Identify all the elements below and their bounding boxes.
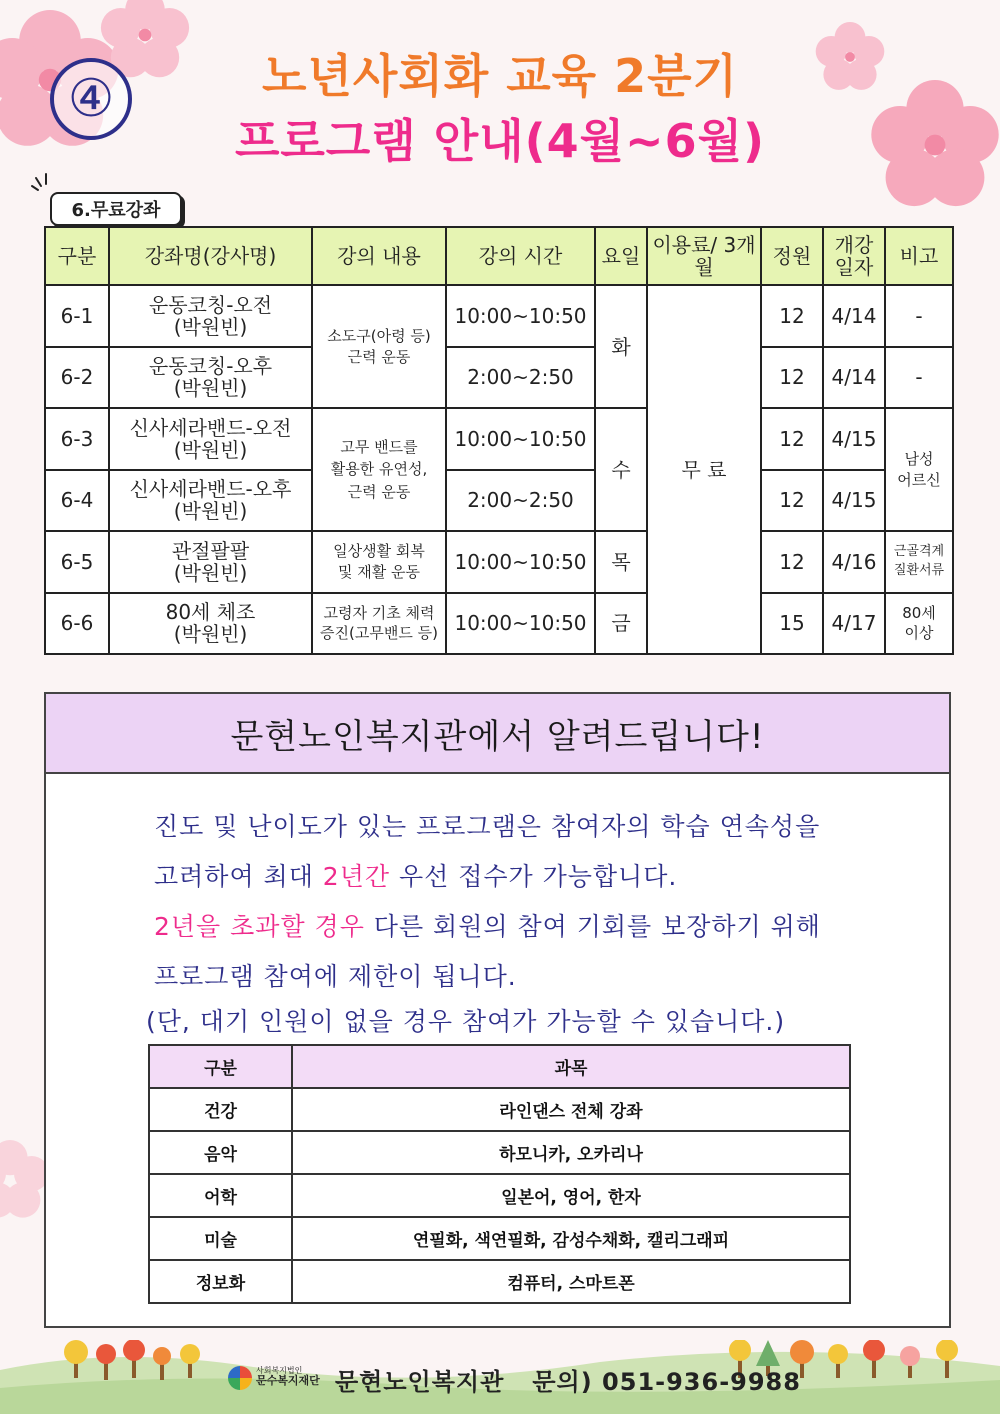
course-time: 10:00~10:50 [446, 285, 595, 347]
table-row [45, 347, 953, 409]
table-row [45, 531, 953, 593]
course-start-date: 4/15 [823, 470, 885, 532]
notice-highlight: 2년간 [322, 862, 391, 891]
column-header: 과목 [292, 1045, 850, 1088]
course-name: 운동코칭-오후 [148, 354, 273, 379]
category-cell: 건강 [149, 1088, 292, 1131]
notice-text-segment: 우선 접수가 가능합니다. [390, 862, 678, 891]
section-number-badge: ④ [50, 58, 132, 140]
note-line: 질환서류 [893, 562, 945, 578]
course-day: 수 [595, 408, 647, 531]
course-start-date: 4/14 [823, 347, 885, 409]
course-name-cell [109, 285, 312, 347]
course-content [312, 285, 446, 408]
course-day: 목 [595, 531, 647, 593]
subject-cell: 일본어, 영어, 한자 [292, 1174, 850, 1217]
column-header: 구분 [149, 1045, 292, 1088]
foundation-title: 문수복지재단 [256, 1374, 320, 1387]
course-id: 6-3 [45, 408, 109, 470]
page-title-line1: 노년사회화 교육 2분기 [262, 49, 738, 103]
column-header: 구분 [45, 227, 109, 285]
course-note [885, 408, 953, 531]
foundation-name [256, 1366, 320, 1386]
table-row [149, 1260, 850, 1303]
course-fee: 무 료 [647, 285, 761, 654]
course-capacity: 15 [761, 593, 823, 655]
subject-cell: 라인댄스 전체 강좌 [292, 1088, 850, 1131]
table-row [45, 285, 953, 347]
course-content [312, 593, 446, 655]
course-name-cell [109, 347, 312, 409]
notice-body [146, 802, 821, 1042]
category-cell: 미술 [149, 1217, 292, 1260]
course-note: - [885, 285, 953, 347]
category-cell: 어학 [149, 1174, 292, 1217]
table-row [45, 408, 953, 470]
course-capacity: 12 [761, 347, 823, 409]
category-cell: 음악 [149, 1131, 292, 1174]
foundation-logo-icon [228, 1366, 252, 1390]
course-capacity: 12 [761, 408, 823, 470]
table-header-row [149, 1045, 850, 1088]
table-row [149, 1131, 850, 1174]
course-id: 6-5 [45, 531, 109, 593]
content-line: 고무 밴드를 [340, 437, 418, 456]
content-line: 활용한 유연성, [330, 460, 428, 479]
sparkle-icon [28, 172, 56, 196]
course-teacher: (박원빈) [173, 622, 248, 647]
footer-contact: 문현노인복지관 문의) 051-936-9988 [335, 1368, 801, 1396]
section-label: 6.무료강좌 [50, 192, 182, 226]
restricted-subjects-table [148, 1044, 851, 1304]
course-name: 신사세라밴드-오전 [129, 415, 292, 440]
course-content [312, 531, 446, 593]
course-name-cell [109, 408, 312, 470]
foundation-type: 사회복지법인 [256, 1366, 303, 1375]
course-teacher: (박원빈) [173, 376, 248, 401]
course-teacher: (박원빈) [173, 560, 248, 585]
table-row [45, 470, 953, 532]
course-id: 6-4 [45, 470, 109, 532]
course-note [885, 531, 953, 593]
column-header: 비고 [885, 227, 953, 285]
course-time: 10:00~10:50 [446, 593, 595, 655]
course-day: 화 [595, 285, 647, 408]
course-name: 관절팔팔 [171, 538, 250, 563]
column-header: 이용료/ 3개월 [647, 227, 761, 285]
course-capacity: 12 [761, 470, 823, 532]
column-header: 정원 [761, 227, 823, 285]
subject-cell: 하모니카, 오카리나 [292, 1131, 850, 1174]
notice-highlight: 2년을 초과할 경우 [154, 912, 365, 941]
subject-cell: 컴퓨터, 스마트폰 [292, 1260, 850, 1303]
course-name-cell [109, 531, 312, 593]
note-line: 근골격계 [893, 544, 945, 560]
course-id: 6-2 [45, 347, 109, 409]
course-content [312, 408, 446, 531]
content-line: 일상생활 회복 [333, 542, 425, 561]
course-name: 운동코칭-오전 [148, 292, 273, 317]
notice-heading: 문현노인복지관에서 알려드립니다! [46, 694, 949, 774]
course-name: 신사세라밴드-오후 [129, 477, 292, 502]
note-line: 이상 [904, 624, 934, 643]
notice-line [154, 852, 821, 902]
course-start-date: 4/14 [823, 285, 885, 347]
cherry-blossom-icon [870, 80, 1000, 210]
course-start-date: 4/15 [823, 408, 885, 470]
content-line: 및 재활 운동 [338, 562, 420, 581]
course-teacher: (박원빈) [173, 314, 248, 339]
course-id: 6-1 [45, 285, 109, 347]
course-teacher: (박원빈) [173, 499, 248, 524]
table-header-row [45, 227, 953, 285]
course-time: 10:00~10:50 [446, 531, 595, 593]
content-line: 근력 운동 [347, 482, 411, 501]
column-header: 강좌명(강사명) [109, 227, 312, 285]
course-teacher: (박원빈) [173, 437, 248, 462]
course-note: - [885, 347, 953, 409]
column-header: 개강 일자 [823, 227, 885, 285]
content-line: 고령자 기초 체력 [323, 603, 435, 622]
course-name: 80세 체조 [165, 600, 256, 625]
course-time: 2:00~2:50 [446, 470, 595, 532]
course-id: 6-6 [45, 593, 109, 655]
table-row [45, 593, 953, 655]
notice-text-segment: 고려하여 최대 [154, 862, 323, 891]
content-line: 소도구(아령 등) [327, 327, 431, 345]
course-time: 2:00~2:50 [446, 347, 595, 409]
course-start-date: 4/17 [823, 593, 885, 655]
column-header: 강의 시간 [446, 227, 595, 285]
notice-box [44, 692, 951, 1328]
content-line: 근력 운동 [347, 347, 411, 366]
notice-line: (단, 대기 인원이 없을 경우 참여가 가능할 수 있습니다.) [146, 1007, 786, 1036]
note-line: 남성 [904, 450, 934, 468]
course-note [885, 593, 953, 655]
course-name-cell [109, 593, 312, 655]
note-line: 80세 [902, 603, 936, 622]
course-table [44, 226, 954, 655]
table-row [149, 1217, 850, 1260]
course-name-cell [109, 470, 312, 532]
page-title-line2: 프로그램 안내(4월~6월) [234, 114, 766, 168]
subject-cell: 연필화, 색연필화, 감성수채화, 캘리그래피 [292, 1217, 850, 1260]
category-cell: 정보화 [149, 1260, 292, 1303]
content-line: 증진(고무밴드 등) [320, 624, 438, 643]
notice-line: 진도 및 난이도가 있는 프로그램은 참여자의 학습 연속성을 [154, 812, 821, 841]
column-header: 강의 내용 [312, 227, 446, 285]
course-capacity: 12 [761, 531, 823, 593]
notice-line [154, 902, 821, 952]
table-row [149, 1174, 850, 1217]
course-start-date: 4/16 [823, 531, 885, 593]
notice-line: 프로그램 참여에 제한이 됩니다. [154, 962, 517, 991]
column-header: 요일 [595, 227, 647, 285]
course-day: 금 [595, 593, 647, 655]
notice-text-segment: 다른 회원의 참여 기회를 보장하기 위해 [364, 912, 821, 941]
course-capacity: 12 [761, 285, 823, 347]
course-time: 10:00~10:50 [446, 408, 595, 470]
note-line: 어르신 [897, 470, 941, 489]
cherry-blossom-icon [0, 1140, 50, 1220]
table-row [149, 1088, 850, 1131]
